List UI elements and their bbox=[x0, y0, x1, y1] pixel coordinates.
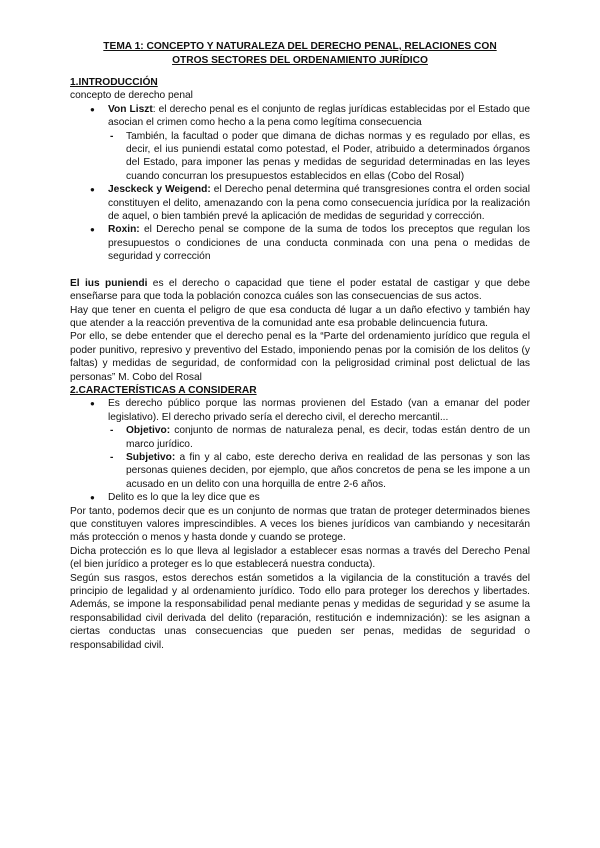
sub-item-ius-puniendi: - También, la facultad o poder que dimana de dichas normas y es regulado por ellas, es decir, el ius puniendi estatal como potestad, el Poder, atribuido a determinados órganos del Estado, para imponer las penas y medidas de seguridad determinadas en las leyes cuando concurran los presupuestos establecidos en ellas (Cobo del Rosal) bbox=[70, 130, 530, 184]
sub-item-subjetivo: - Subjetivo: a fin y al cabo, este derecho deriva en realidad de las personas y son las personas quienes deciden, por ejemplo, que años concretos de pena se les impone a un acusado en un delito con una horquilla de entre 2-6 años. bbox=[70, 451, 530, 491]
author-name: Von Liszt bbox=[108, 103, 153, 115]
paragraph-por-tanto: Por tanto, podemos decir que es un conjunto de normas que tratan de proteger determinados bienes que constituyen valores imprescindibles. A veces los bienes jurídicos van cambiando y necesitarán más protección o menos y hasta donde y cuando se protege. bbox=[70, 505, 530, 544]
section-heading-caracteristicas: 2.CARACTERÍSTICAS A CONSIDERAR bbox=[70, 384, 257, 396]
author-name: Jesckeck y Weigend: bbox=[108, 184, 211, 196]
list-item-von-liszt bbox=[70, 103, 530, 130]
author-name: Roxin: bbox=[108, 224, 140, 236]
characteristics-list bbox=[70, 397, 530, 504]
definition-text: : el derecho penal es el conjunto de reglas jurídicas establecidas por el Estado que asocian el crimen como hecho a la pena como legítima consecuencia bbox=[108, 103, 530, 129]
title-line-1: TEMA 1: CONCEPTO Y NATURALEZA DEL DERECHO PENAL, RELACIONES CON bbox=[103, 41, 497, 52]
paragraph-definicion: Por ello, se debe entender que el derecho penal es la “Parte del ordenamiento jurídico que regula el poder punitivo, represivo y preventivo del Estado, imponiendo penas por la comisión de los delitos (y faltas) y medidas de seguridad, de conformidad con la peligrosidad criminal post delictual de las personas” M. Cobo del Rosal bbox=[70, 331, 530, 383]
paragraph-peligro: Hay que tener en cuenta el peligro de que esa conducta dé lugar a un daño efectivo y también hay que atender a la reacción preventiva de la comunidad ante esa probable delincuencia futura. bbox=[70, 304, 530, 329]
intro-line: concepto de derecho penal bbox=[70, 90, 193, 102]
list-item-jesckeck-weigend bbox=[70, 183, 530, 223]
paragraph-rasgos: Según sus rasgos, estos derechos están sometidos a la vigilancia de la constitución a través del principio de legalidad y al ordenamiento jurídico. Todo ello para proteger los derechos y libertades. Además, se impone la responsabilidad penal mediante penas y medidas de seguridad y se asume la responsabilidad civil derivada del delito (reparación, restitución e indemnización): se les asignan a ciertas conductas unas consecuencias que pueden ser penas, medidas de seguridad o responsabilidad civil. bbox=[70, 572, 530, 651]
definition-text: el Derecho penal determina qué transgresiones contra el orden social constituyen el delito, amenazando con la pena como consecuencia jurídica por la realización de aquel, o bien también prevé la aplicación de medidas de seguridad y corrección. bbox=[108, 184, 530, 223]
definitions-list bbox=[70, 103, 530, 264]
document-page bbox=[70, 40, 530, 652]
paragraph-proteccion: Dicha protección es lo que lleva al legislador a establecer esas normas a través del Derecho Penal (el bien jurídico a proteger es lo que establecerá nuestra conducta). bbox=[70, 545, 530, 571]
definition-text: el Derecho penal se compone de la suma de todos los preceptos que regulan los presupuestos o condiciones de una conducta conminada con una pena o medidas de seguridad y corrección bbox=[108, 224, 530, 263]
list-item-delito: ● Delito es lo que la ley dice que es bbox=[70, 491, 530, 504]
title-line-2: OTROS SECTORES DEL ORDENAMIENTO JURÍDICO bbox=[172, 55, 428, 66]
paragraph-ius-puniendi: El ius puniendi es el derecho o capacidad que tiene el poder estatal de castigar y que debe enseñarse para que toda la población conozca cuáles son las consecuencias de sus actos. bbox=[70, 277, 530, 303]
list-item-roxin bbox=[70, 223, 530, 263]
sub-item-objetivo: - Objetivo: conjunto de normas de naturaleza penal, es decir, todas están dentro de un marco jurídico. bbox=[70, 424, 530, 451]
document-title bbox=[70, 40, 530, 68]
list-item-derecho-publico: ● Es derecho público porque las normas provienen del Estado (van a emanar del poder legislativo). El derecho privado sería el derecho civil, el derecho mercantil... bbox=[70, 397, 530, 424]
section-heading-introduccion: 1.INTRODUCCIÓN bbox=[70, 77, 158, 88]
